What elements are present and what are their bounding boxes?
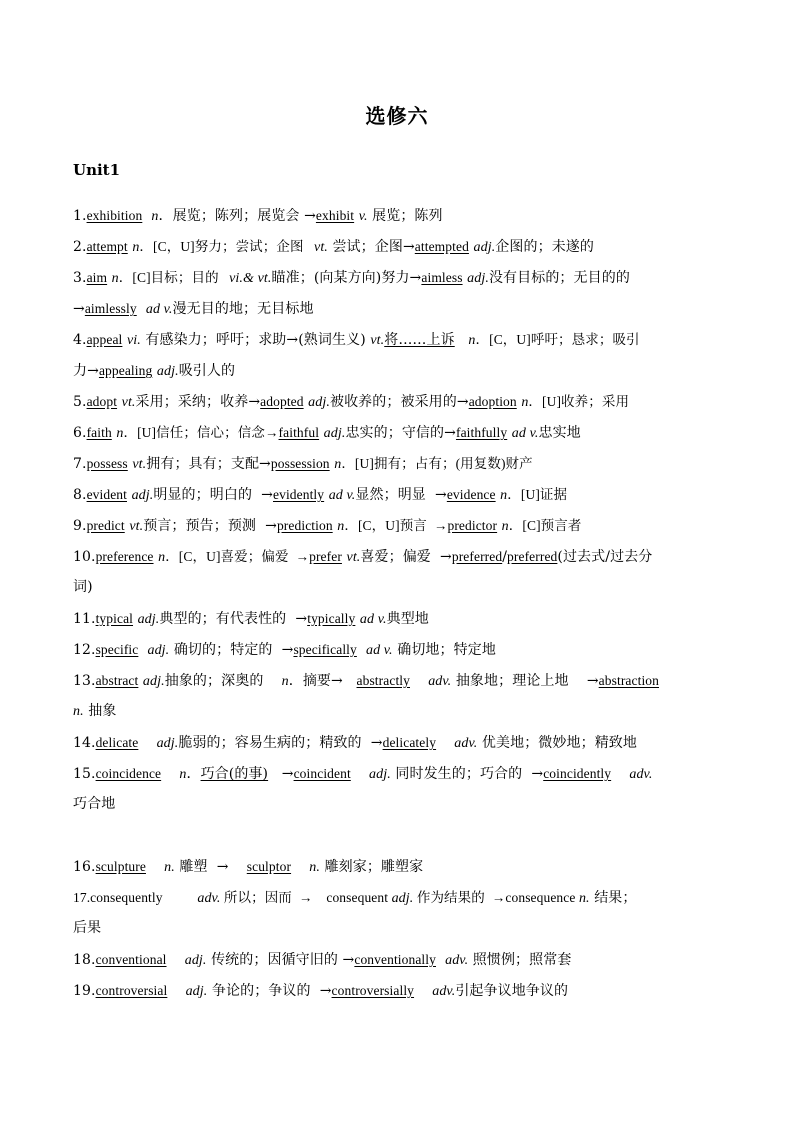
answer-word: faithfully — [455, 425, 508, 440]
text-segment: 后果 — [73, 920, 102, 936]
text-segment: ．展览；陈列；展览会 → — [158, 208, 316, 224]
answer-word: preferred — [507, 549, 558, 564]
part-of-speech: adv. — [428, 674, 452, 689]
text-segment: 显然；明显 → — [355, 487, 447, 503]
part-of-speech: n. — [309, 860, 320, 875]
vocabulary-list — [73, 200, 723, 1006]
text-segment: ．[U]拥有；占有；(用复数)财产 — [341, 456, 533, 471]
part-of-speech: v. — [358, 209, 368, 224]
text-segment: 被收养的；被采用的→ — [329, 394, 469, 410]
part-of-speech: vi.& vt. — [229, 271, 272, 286]
answer-word: conventional — [95, 952, 167, 967]
vocab-line — [73, 200, 723, 231]
answer-word: faithful — [278, 425, 320, 440]
part-of-speech: vt. — [132, 457, 147, 472]
text-segment: 雕塑 → — [174, 859, 247, 875]
text-segment: 结果； — [589, 890, 637, 906]
text-segment: 瞄准；(向某方向)努力→ — [271, 270, 422, 286]
text-segment: 2. — [73, 239, 87, 255]
text-segment: 引起争议地争议的 — [455, 983, 569, 999]
part-of-speech: n — [116, 426, 124, 441]
answer-word: 巧合(的事) — [200, 766, 269, 782]
part-of-speech: adv. — [432, 984, 456, 999]
page-title: 选修六 — [365, 104, 429, 128]
text-segment: ． — [186, 766, 201, 782]
vocab-line — [73, 696, 723, 727]
text-segment: 6. — [73, 425, 87, 441]
part-of-speech: ad v. — [511, 426, 539, 441]
text-segment: 典型地 — [386, 611, 429, 627]
part-of-speech: n. — [73, 704, 84, 719]
unit-heading: Unit1 — [73, 161, 121, 179]
vocab-line — [73, 727, 723, 758]
part-of-speech: adj. — [308, 395, 330, 410]
text-segment: 15. — [73, 766, 96, 782]
text-segment: 没有目标的；无目的的 — [488, 270, 630, 286]
answer-word: prediction — [276, 518, 333, 533]
answer-word: specifically — [293, 642, 357, 657]
text-segment: / — [502, 549, 508, 565]
answer-word: 将……上诉 — [384, 332, 455, 348]
text-segment: 4. — [73, 332, 87, 348]
vocab-line — [73, 448, 723, 479]
answer-word: attempt — [86, 239, 128, 254]
text-segment: ．[C]目标；目的 — [118, 270, 230, 285]
vocab-line — [73, 913, 723, 944]
text-segment: 14. — [73, 735, 96, 751]
text-segment: 抽象地；理论上地 → — [451, 673, 599, 689]
part-of-speech: n. — [164, 860, 175, 875]
part-of-speech: adj. — [137, 612, 160, 627]
vocab-line — [73, 355, 723, 386]
answer-word: faith — [86, 425, 112, 440]
vocab-line — [73, 293, 723, 324]
text-segment: (过去式/过去分 — [557, 549, 653, 565]
answer-word: aim — [86, 270, 108, 285]
answer-word: controversially — [331, 983, 415, 998]
text-segment — [410, 673, 428, 689]
answer-word: adopted — [260, 394, 304, 409]
part-of-speech: n — [468, 333, 476, 348]
part-of-speech: adj. — [391, 891, 414, 906]
text-segment: 有感染力；呼吁；求助→(熟词生义) — [140, 332, 371, 348]
text-segment — [414, 983, 432, 999]
vocab-line — [73, 851, 723, 882]
text-segment: 吸引人的 — [178, 363, 236, 379]
answer-word: appeal — [86, 332, 123, 347]
text-segment: 所以；因而 → consequent — [220, 890, 392, 905]
answer-word: evidently — [273, 487, 325, 502]
text-segment: ．[C]预言者 — [508, 518, 582, 533]
text-segment: 漫无目的地；无目标地 — [172, 301, 314, 317]
vocab-line — [73, 541, 723, 572]
vocab-line — [73, 510, 723, 541]
answer-word: prefer — [309, 549, 342, 564]
text-segment: 同时发生的；巧合的 → — [390, 766, 544, 782]
part-of-speech: vi. — [126, 333, 141, 348]
vocab-line — [73, 603, 723, 634]
text-segment: 拥有；具有；支配→ — [146, 456, 271, 472]
answer-word: coincidently — [543, 766, 612, 781]
answer-word: predict — [86, 518, 125, 533]
part-of-speech: n — [501, 519, 509, 534]
answer-word: appealing — [98, 363, 153, 378]
text-segment: 1. — [73, 208, 87, 224]
part-of-speech: n — [179, 767, 187, 782]
text-segment: 抽象的；深奥的 — [164, 673, 282, 689]
text-segment: ．摘要→ — [288, 673, 357, 689]
text-segment: ．[U]信任；信心；信念→ — [123, 425, 279, 440]
text-segment: 抽象 — [83, 703, 117, 719]
text-segment: ．[C，U]喜爱；偏爱 → — [165, 549, 310, 564]
text-segment: 照惯例；照常套 — [468, 952, 572, 968]
vocab-line — [73, 324, 723, 355]
text-segment: 11. — [73, 611, 96, 627]
answer-word: abstraction — [598, 673, 659, 688]
answer-word: delicately — [382, 735, 437, 750]
answer-word: predictor — [447, 518, 498, 533]
text-segment — [436, 952, 445, 968]
text-segment: 5. — [73, 394, 87, 410]
answer-word: coincident — [293, 766, 351, 781]
part-of-speech: adj. — [323, 426, 346, 441]
text-segment: 确切的；特定的 → — [169, 642, 294, 658]
answer-word: abstractly — [356, 673, 410, 688]
text-segment: 3. — [73, 270, 87, 286]
answer-word: exhibit — [315, 208, 355, 223]
answer-word: abstract — [95, 673, 139, 688]
text-segment: 忠实地 — [538, 425, 581, 441]
answer-word: possession — [270, 456, 330, 471]
part-of-speech: n — [132, 240, 140, 255]
answer-word: possess — [86, 456, 128, 471]
part-of-speech: n — [158, 550, 166, 565]
text-segment: ．[C，U]努力；尝试；企图 — [139, 239, 314, 254]
text-segment: 争论的；争议的 → — [207, 983, 332, 999]
text-segment: 传统的；因循守旧的 → — [206, 952, 355, 968]
answer-word: delicate — [95, 735, 139, 750]
text-segment: 12. — [73, 642, 96, 658]
vocab-line — [73, 789, 723, 820]
part-of-speech: adj. — [147, 643, 170, 658]
vocab-line — [73, 262, 723, 293]
part-of-speech: adj. — [467, 271, 489, 286]
part-of-speech: vt. — [370, 333, 385, 348]
part-of-speech: vt. — [121, 395, 136, 410]
text-segment: 13. — [73, 673, 96, 689]
text-segment — [351, 766, 369, 782]
part-of-speech: n. — [578, 891, 590, 906]
part-of-speech: adj. — [156, 364, 179, 379]
text-segment: 预言；预告；预测 → — [143, 518, 277, 534]
answer-word: preference — [95, 549, 154, 564]
answer-word: attempted — [414, 239, 469, 254]
text-segment: 确切地；特定地 — [392, 642, 496, 658]
part-of-speech: adv. — [454, 736, 478, 751]
text-segment: 7. — [73, 456, 87, 472]
answer-word: aimless — [421, 270, 463, 285]
answer-word: controversial — [95, 983, 168, 998]
text-segment: 企图的；未遂的 — [495, 239, 594, 255]
text-segment: 采用；采纳；收养→ — [135, 394, 261, 410]
text-segment — [167, 983, 185, 999]
text-segment — [455, 332, 469, 348]
vocab-line — [73, 386, 723, 417]
vocab-line — [73, 882, 723, 913]
part-of-speech: adj. — [185, 984, 208, 999]
vocab-line — [73, 665, 723, 696]
vocab-line — [73, 975, 723, 1006]
vocab-line — [73, 231, 723, 262]
answer-word: preferred — [451, 549, 503, 564]
answer-word: typically — [307, 611, 356, 626]
answer-word: evident — [86, 487, 127, 502]
part-of-speech: vt. — [314, 240, 328, 255]
text-segment — [167, 952, 185, 968]
part-of-speech: ad v. — [145, 302, 173, 317]
text-segment: 16. — [73, 859, 96, 875]
answer-word: adopt — [86, 394, 118, 409]
text-segment: → — [73, 301, 85, 317]
part-of-speech: adj. — [473, 240, 496, 255]
answer-word: sculptor — [246, 859, 292, 874]
text-segment: 9. — [73, 518, 87, 534]
text-segment — [146, 859, 164, 875]
part-of-speech: n — [281, 674, 289, 689]
text-segment: 19. — [73, 983, 96, 999]
part-of-speech: n — [521, 395, 529, 410]
text-segment: 8. — [73, 487, 87, 503]
answer-word: specific — [95, 642, 139, 657]
part-of-speech: n — [334, 457, 342, 472]
text-segment: 巧合地 — [73, 796, 116, 812]
part-of-speech: ad v. — [359, 612, 387, 627]
text-segment — [138, 735, 156, 751]
text-segment: 雕刻家；雕塑家 — [319, 859, 424, 875]
text-segment — [357, 642, 366, 658]
text-segment: ．[C，U]预言 → — [344, 518, 448, 533]
part-of-speech: adj. — [369, 767, 391, 782]
part-of-speech: n — [151, 209, 159, 224]
part-of-speech: n — [500, 488, 508, 503]
text-segment: 10. — [73, 549, 96, 565]
part-of-speech: adv. — [197, 891, 221, 906]
answer-word: conventionally — [354, 952, 436, 967]
part-of-speech: ad v. — [328, 488, 356, 503]
text-segment — [161, 766, 179, 782]
answer-word: aimlessly — [84, 301, 137, 316]
text-segment — [436, 735, 454, 751]
answer-word: evidence — [446, 487, 496, 502]
text-segment: ．[C，U]呼吁；恳求；吸引 — [475, 332, 640, 347]
answer-word: typical — [95, 611, 134, 626]
answer-word: exhibition — [86, 208, 143, 223]
vocab-line — [73, 634, 723, 665]
part-of-speech: n — [337, 519, 345, 534]
text-segment: 喜爱；偏爱 → — [360, 549, 452, 565]
text-segment — [611, 766, 629, 782]
text-segment: ．[U]证据 — [507, 487, 568, 502]
part-of-speech: n — [111, 271, 119, 286]
text-segment: 脆弱的；容易生病的；精致的 → — [178, 735, 383, 751]
part-of-speech: adv. — [445, 953, 469, 968]
blank-line — [73, 820, 723, 851]
part-of-speech: vt. — [346, 550, 361, 565]
text-segment: 尝试；企图→ — [327, 239, 415, 255]
text-segment — [137, 301, 146, 317]
text-segment: 典型的；有代表性的 → — [159, 611, 308, 627]
text-segment: 作为结果的 →consequence — [413, 890, 579, 905]
answer-word: sculpture — [95, 859, 146, 874]
text-segment: → — [268, 766, 294, 782]
text-segment: 优美地；微妙地；精致地 — [477, 735, 638, 751]
part-of-speech: adj. — [184, 953, 207, 968]
part-of-speech: adj. — [131, 488, 154, 503]
text-segment: ．[U]收养；采用 — [528, 394, 630, 409]
vocab-line — [73, 572, 723, 603]
part-of-speech: adj. — [156, 736, 179, 751]
part-of-speech: adj. — [142, 674, 165, 689]
answer-word: coincidence — [95, 766, 162, 781]
text-segment: 17.consequently — [73, 890, 198, 905]
vocab-line — [73, 944, 723, 975]
vocab-line — [73, 417, 723, 448]
vocab-line — [73, 479, 723, 510]
text-segment: 力→ — [73, 363, 99, 379]
text-segment: 词) — [73, 579, 93, 595]
text-segment: 明显的；明白的 → — [153, 487, 273, 503]
text-segment: 展览；陈列 — [367, 208, 443, 224]
text-segment: 18. — [73, 952, 96, 968]
text-segment — [291, 859, 309, 875]
part-of-speech: adv. — [629, 767, 653, 782]
text-segment: 忠实的；守信的→ — [345, 425, 456, 441]
answer-word: adoption — [468, 394, 517, 409]
vocab-line — [73, 758, 723, 789]
part-of-speech: vt. — [129, 519, 144, 534]
part-of-speech: ad v. — [365, 643, 393, 658]
